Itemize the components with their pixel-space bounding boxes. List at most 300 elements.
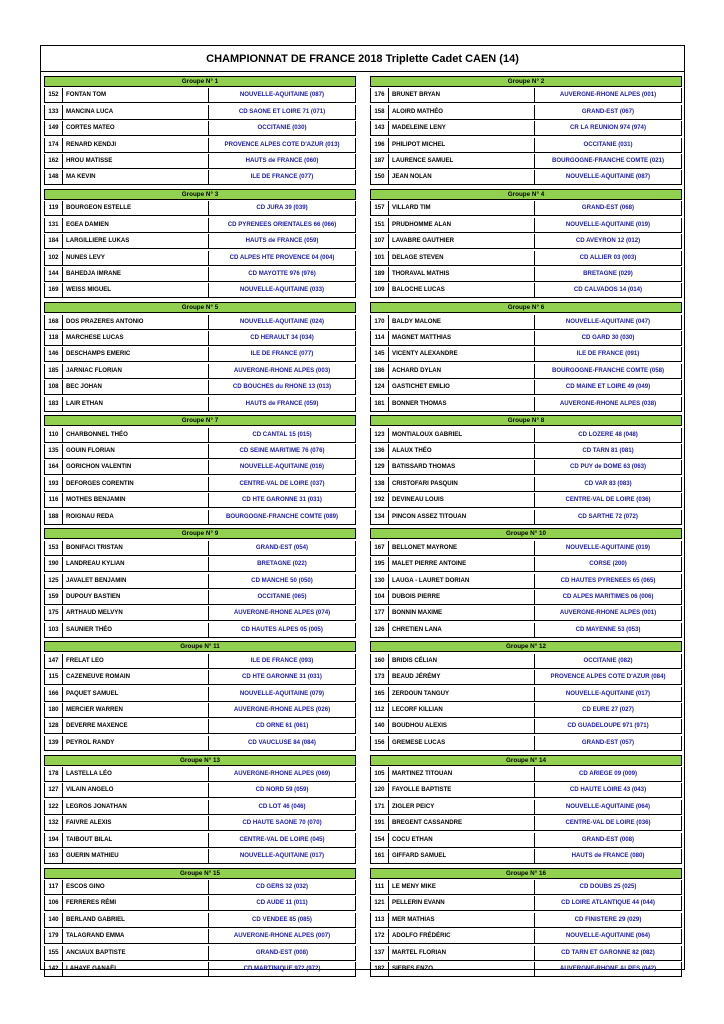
player-name: CORTES MATEO bbox=[63, 121, 209, 135]
player-row bbox=[370, 574, 682, 589]
player-team: CD HTE GARONNE 31 (031) bbox=[209, 493, 356, 507]
player-name: PELLERIN EVANN bbox=[389, 896, 535, 910]
player-team: AUVERGNE-RHONE ALPES (074) bbox=[209, 606, 356, 620]
player-team: NOUVELLE-AQUITAINE (016) bbox=[209, 460, 356, 474]
player-row bbox=[44, 251, 356, 266]
player-name: NUNES LEVY bbox=[63, 251, 209, 265]
player-team: CD FINISTERE 29 (029) bbox=[535, 913, 682, 927]
player-team: NOUVELLE-AQUITAINE (019) bbox=[535, 218, 682, 232]
group-table bbox=[370, 755, 682, 861]
player-team: GRAND-EST (008) bbox=[209, 946, 356, 960]
player-name: BEC JOHAN bbox=[63, 380, 209, 394]
player-team: CD BOUCHES du RHONE 13 (013) bbox=[209, 380, 356, 394]
player-team: CD VAR 83 (083) bbox=[535, 477, 682, 491]
player-name: LAHAYE GANAËL bbox=[63, 962, 209, 976]
player-row bbox=[370, 460, 682, 475]
player-name: RENARD KENDJI bbox=[63, 138, 209, 152]
player-number: 171 bbox=[370, 800, 389, 814]
player-number: 142 bbox=[44, 962, 63, 976]
player-number: 160 bbox=[370, 654, 389, 668]
player-row bbox=[370, 380, 682, 395]
player-name: DEVERRE MAXENCE bbox=[63, 719, 209, 733]
player-row bbox=[44, 88, 356, 103]
player-name: MONTIALOUX GABRIEL bbox=[389, 428, 535, 442]
player-team: CD DOUBS 25 (025) bbox=[535, 880, 682, 894]
player-name: FAIVRE ALEXIS bbox=[63, 816, 209, 830]
player-row bbox=[370, 687, 682, 702]
group-table bbox=[44, 641, 356, 747]
player-number: 138 bbox=[370, 477, 389, 491]
player-team: NOUVELLE-AQUITAINE (087) bbox=[209, 88, 356, 102]
group-header: Groupe N° 7 bbox=[44, 415, 356, 426]
player-team: OCCITANIE (065) bbox=[209, 590, 356, 604]
player-name: ARTHAUD MELVYN bbox=[63, 606, 209, 620]
player-team: CD ALPES MARITIMES 06 (006) bbox=[535, 590, 682, 604]
player-name: SAUNIER THÉO bbox=[63, 623, 209, 637]
player-row bbox=[44, 703, 356, 718]
player-row bbox=[44, 105, 356, 120]
player-number: 137 bbox=[370, 946, 389, 960]
player-team: CD MANCHE 50 (050) bbox=[209, 574, 356, 588]
group-table bbox=[44, 76, 356, 182]
player-name: BATISSARD THOMAS bbox=[389, 460, 535, 474]
group-header: Groupe N° 15 bbox=[44, 868, 356, 879]
player-row bbox=[370, 347, 682, 362]
player-number: 135 bbox=[44, 444, 63, 458]
player-row bbox=[44, 962, 356, 977]
player-row bbox=[44, 574, 356, 589]
player-row bbox=[44, 767, 356, 782]
player-row bbox=[44, 267, 356, 282]
group-table bbox=[370, 302, 682, 408]
player-number: 153 bbox=[44, 541, 63, 555]
player-name: BALOCHE LUCAS bbox=[389, 283, 535, 297]
player-team: CD PUY de DOME 63 (063) bbox=[535, 460, 682, 474]
player-name: FONTAN TOM bbox=[63, 88, 209, 102]
player-name: BAHEDJA IMRANE bbox=[63, 267, 209, 281]
player-number: 114 bbox=[370, 331, 389, 345]
player-team: CD JURA 39 (039) bbox=[209, 201, 356, 215]
player-team: BOURGOGNE-FRANCHE COMTE (058) bbox=[535, 364, 682, 378]
group-table bbox=[44, 415, 356, 521]
player-name: DUBOIS PIERRE bbox=[389, 590, 535, 604]
player-row bbox=[44, 946, 356, 961]
player-row bbox=[370, 201, 682, 216]
player-number: 124 bbox=[370, 380, 389, 394]
player-row bbox=[44, 833, 356, 848]
player-number: 182 bbox=[370, 962, 389, 976]
player-name: GUERIN MATHIEU bbox=[63, 849, 209, 863]
player-name: ALOIRD MATHÉO bbox=[389, 105, 535, 119]
player-team: GRAND-EST (008) bbox=[535, 833, 682, 847]
group-table bbox=[44, 755, 356, 861]
player-number: 121 bbox=[370, 896, 389, 910]
group-table bbox=[370, 868, 682, 974]
player-team: CD AVEYRON 12 (012) bbox=[535, 234, 682, 248]
player-name: LARGILLIERE LUKAS bbox=[63, 234, 209, 248]
player-name: PINCON ASSEZ TITOUAN bbox=[389, 510, 535, 524]
player-number: 109 bbox=[370, 283, 389, 297]
player-name: BREGENT CASSANDRE bbox=[389, 816, 535, 830]
player-name: LAURENCE SAMUEL bbox=[389, 154, 535, 168]
player-team: CD ORNE 61 (061) bbox=[209, 719, 356, 733]
player-name: GOUIN FLORIAN bbox=[63, 444, 209, 458]
group-header: Groupe N° 6 bbox=[370, 302, 682, 313]
player-number: 175 bbox=[44, 606, 63, 620]
player-team: AUVERGNE-RHONE ALPES (007) bbox=[209, 929, 356, 943]
player-number: 177 bbox=[370, 606, 389, 620]
player-name: DELAGE STEVEN bbox=[389, 251, 535, 265]
player-number: 151 bbox=[370, 218, 389, 232]
player-row bbox=[370, 251, 682, 266]
player-row bbox=[370, 557, 682, 572]
player-row bbox=[44, 364, 356, 379]
player-name: JAVALET BENJAMIN bbox=[63, 574, 209, 588]
player-team: CD ALLIER 03 (003) bbox=[535, 251, 682, 265]
player-number: 118 bbox=[44, 331, 63, 345]
player-team: HAUTS de FRANCE (059) bbox=[209, 397, 356, 411]
player-name: BRIDIS CÉLIAN bbox=[389, 654, 535, 668]
player-row bbox=[370, 783, 682, 798]
player-team: OCCITANIE (030) bbox=[209, 121, 356, 135]
player-row bbox=[370, 816, 682, 831]
player-number: 159 bbox=[44, 590, 63, 604]
player-row bbox=[370, 234, 682, 249]
player-team: AUVERGNE-RHONE ALPES (069) bbox=[209, 767, 356, 781]
player-row bbox=[44, 428, 356, 443]
player-team: CENTRE-VAL DE LOIRE (037) bbox=[209, 477, 356, 491]
player-team: CD ALPES HTE PROVENCE 04 (004) bbox=[209, 251, 356, 265]
player-number: 186 bbox=[370, 364, 389, 378]
player-team: OCCITANIE (031) bbox=[535, 138, 682, 152]
player-team: CD TARN 81 (081) bbox=[535, 444, 682, 458]
player-name: BALDY MALONE bbox=[389, 315, 535, 329]
player-number: 130 bbox=[370, 574, 389, 588]
player-number: 167 bbox=[370, 541, 389, 555]
player-number: 120 bbox=[370, 783, 389, 797]
player-team: AUVERGNE-RHONE ALPES (001) bbox=[535, 606, 682, 620]
player-number: 180 bbox=[44, 703, 63, 717]
player-number: 194 bbox=[44, 833, 63, 847]
group-row bbox=[44, 415, 682, 521]
player-team: CD LOZERE 48 (048) bbox=[535, 428, 682, 442]
player-row bbox=[370, 493, 682, 508]
group-row bbox=[44, 868, 682, 974]
player-number: 172 bbox=[370, 929, 389, 943]
player-row bbox=[44, 929, 356, 944]
player-number: 140 bbox=[44, 913, 63, 927]
player-name: GORICHON VALENTIN bbox=[63, 460, 209, 474]
player-number: 126 bbox=[370, 623, 389, 637]
player-row bbox=[44, 783, 356, 798]
player-row bbox=[370, 154, 682, 169]
player-team: CD HAUTES PYRENEES 65 (065) bbox=[535, 574, 682, 588]
player-number: 169 bbox=[44, 283, 63, 297]
player-team: CORSE (200) bbox=[535, 557, 682, 571]
document-sheet bbox=[40, 45, 685, 970]
player-team: ILE DE FRANCE (077) bbox=[209, 170, 356, 184]
player-number: 113 bbox=[370, 913, 389, 927]
player-row bbox=[44, 347, 356, 362]
player-team: CENTRE-VAL DE LOIRE (045) bbox=[209, 833, 356, 847]
group-header: Groupe N° 1 bbox=[44, 76, 356, 87]
player-team: HAUTS de FRANCE (060) bbox=[209, 154, 356, 168]
player-name: MARTINEZ TITOUAN bbox=[389, 767, 535, 781]
player-team: BOURGOGNE-FRANCHE COMTE (089) bbox=[209, 510, 356, 524]
player-name: GASTICHET EMILIO bbox=[389, 380, 535, 394]
player-name: MALET PIERRE ANTOINE bbox=[389, 557, 535, 571]
player-number: 165 bbox=[370, 687, 389, 701]
player-row bbox=[370, 105, 682, 120]
player-number: 140 bbox=[370, 719, 389, 733]
player-number: 155 bbox=[44, 946, 63, 960]
player-row bbox=[44, 687, 356, 702]
player-row bbox=[44, 896, 356, 911]
player-team: PROVENCE ALPES COTE D'AZUR (084) bbox=[535, 670, 682, 684]
player-name: JARNIAC FLORIAN bbox=[63, 364, 209, 378]
player-row bbox=[370, 283, 682, 298]
player-number: 102 bbox=[44, 251, 63, 265]
player-team: AUVERGNE-RHONE ALPES (026) bbox=[209, 703, 356, 717]
player-number: 112 bbox=[370, 703, 389, 717]
player-name: ANCIAUX BAPTISTE bbox=[63, 946, 209, 960]
player-number: 104 bbox=[370, 590, 389, 604]
player-row bbox=[44, 816, 356, 831]
player-team: GRAND-EST (067) bbox=[535, 105, 682, 119]
player-name: DEVINEAU LOUIS bbox=[389, 493, 535, 507]
player-name: ZIGLER PEICY bbox=[389, 800, 535, 814]
group-header: Groupe N° 10 bbox=[370, 528, 682, 539]
player-name: WEISS MIGUEL bbox=[63, 283, 209, 297]
player-team: CENTRE-VAL DE LOIRE (036) bbox=[535, 493, 682, 507]
player-team: OCCITANIE (082) bbox=[535, 654, 682, 668]
player-row bbox=[370, 913, 682, 928]
player-row bbox=[44, 557, 356, 572]
player-row bbox=[44, 510, 356, 525]
player-team: CD CANTAL 15 (015) bbox=[209, 428, 356, 442]
player-number: 196 bbox=[370, 138, 389, 152]
player-team: AUVERGNE-RHONE ALPES (042) bbox=[535, 962, 682, 976]
player-row bbox=[370, 670, 682, 685]
player-team: GRAND-EST (068) bbox=[535, 201, 682, 215]
player-number: 193 bbox=[44, 477, 63, 491]
player-row bbox=[370, 736, 682, 751]
player-row bbox=[370, 654, 682, 669]
player-team: HAUTS de FRANCE (059) bbox=[209, 234, 356, 248]
group-row bbox=[44, 755, 682, 861]
player-number: 158 bbox=[370, 105, 389, 119]
player-number: 157 bbox=[370, 201, 389, 215]
player-row bbox=[44, 477, 356, 492]
player-row bbox=[370, 719, 682, 734]
group-header: Groupe N° 9 bbox=[44, 528, 356, 539]
player-number: 190 bbox=[44, 557, 63, 571]
player-team: CD HAUTE LOIRE 43 (043) bbox=[535, 783, 682, 797]
player-name: JEAN NOLAN bbox=[389, 170, 535, 184]
player-team: NOUVELLE-AQUITAINE (017) bbox=[209, 849, 356, 863]
group-row bbox=[44, 528, 682, 634]
player-number: 106 bbox=[44, 896, 63, 910]
group-header: Groupe N° 5 bbox=[44, 302, 356, 313]
player-number: 139 bbox=[44, 736, 63, 750]
player-row bbox=[44, 606, 356, 621]
player-name: BEAUD JÉRÉMY bbox=[389, 670, 535, 684]
player-name: VILAIN ANGELO bbox=[63, 783, 209, 797]
group-header: Groupe N° 13 bbox=[44, 755, 356, 766]
player-team: GRAND-EST (054) bbox=[209, 541, 356, 555]
player-team: CD VENDEE 85 (085) bbox=[209, 913, 356, 927]
player-team: BRETAGNE (022) bbox=[209, 557, 356, 571]
player-name: BONNIN MAXIME bbox=[389, 606, 535, 620]
group-table bbox=[44, 302, 356, 408]
player-number: 103 bbox=[44, 623, 63, 637]
player-team: BRETAGNE (029) bbox=[535, 267, 682, 281]
player-number: 176 bbox=[370, 88, 389, 102]
player-row bbox=[370, 267, 682, 282]
player-number: 125 bbox=[44, 574, 63, 588]
player-number: 147 bbox=[44, 654, 63, 668]
player-team: CD NORD 59 (059) bbox=[209, 783, 356, 797]
player-team: CD MARTINIQUE 972 (972) bbox=[209, 962, 356, 976]
group-header: Groupe N° 11 bbox=[44, 641, 356, 652]
groups-container bbox=[44, 76, 682, 981]
player-number: 156 bbox=[370, 736, 389, 750]
player-name: MA KEVIN bbox=[63, 170, 209, 184]
player-row bbox=[44, 283, 356, 298]
player-team: CD HAUTES ALPES 05 (005) bbox=[209, 623, 356, 637]
player-row bbox=[44, 397, 356, 412]
player-number: 105 bbox=[370, 767, 389, 781]
player-team: CD CALVADOS 14 (014) bbox=[535, 283, 682, 297]
player-name: CHARBONNEL THÉO bbox=[63, 428, 209, 442]
player-name: MOTHES BENJAMIN bbox=[63, 493, 209, 507]
player-number: 143 bbox=[370, 121, 389, 135]
group-row bbox=[44, 76, 682, 182]
player-row bbox=[44, 460, 356, 475]
player-name: VILLARD TIM bbox=[389, 201, 535, 215]
player-row bbox=[370, 623, 682, 638]
player-name: MARTEL FLORIAN bbox=[389, 946, 535, 960]
player-number: 166 bbox=[44, 687, 63, 701]
player-team: GRAND-EST (057) bbox=[535, 736, 682, 750]
player-row bbox=[370, 170, 682, 185]
player-team: CENTRE-VAL DE LOIRE (036) bbox=[535, 816, 682, 830]
player-row bbox=[370, 541, 682, 556]
player-name: BONIFACI TRISTAN bbox=[63, 541, 209, 555]
player-row bbox=[44, 800, 356, 815]
group-table bbox=[370, 189, 682, 295]
player-row bbox=[370, 510, 682, 525]
player-team: NOUVELLE-AQUITAINE (064) bbox=[535, 800, 682, 814]
player-team: CD GUADELOUPE 971 (971) bbox=[535, 719, 682, 733]
player-name: COCU ETHAN bbox=[389, 833, 535, 847]
player-team: CD MAINE ET LOIRE 49 (049) bbox=[535, 380, 682, 394]
player-row bbox=[370, 767, 682, 782]
player-name: BERLAND GABRIEL bbox=[63, 913, 209, 927]
player-team: CD MAYOTTE 976 (976) bbox=[209, 267, 356, 281]
player-number: 123 bbox=[370, 428, 389, 442]
player-name: PEYROL RANDY bbox=[63, 736, 209, 750]
player-team: NOUVELLE-AQUITAINE (024) bbox=[209, 315, 356, 329]
player-name: SIEBES ENZO bbox=[389, 962, 535, 976]
player-name: GREMESE LUCAS bbox=[389, 736, 535, 750]
player-row bbox=[44, 138, 356, 153]
player-number: 115 bbox=[44, 670, 63, 684]
player-team: CD HERAULT 34 (034) bbox=[209, 331, 356, 345]
player-row bbox=[44, 331, 356, 346]
group-table bbox=[370, 641, 682, 747]
player-row bbox=[44, 380, 356, 395]
player-name: LAUGA - LAURET DORIAN bbox=[389, 574, 535, 588]
player-team: CD TARN ET GARONNE 82 (082) bbox=[535, 946, 682, 960]
player-team: NOUVELLE-AQUITAINE (079) bbox=[209, 687, 356, 701]
page-title: CHAMPIONNAT DE FRANCE 2018 Triplette Cadet CAEN (14) bbox=[41, 46, 684, 72]
group-header: Groupe N° 12 bbox=[370, 641, 682, 652]
player-number: 187 bbox=[370, 154, 389, 168]
player-name: BOURGEON ESTELLE bbox=[63, 201, 209, 215]
group-table bbox=[44, 868, 356, 974]
player-name: PAQUET SAMUEL bbox=[63, 687, 209, 701]
player-number: 134 bbox=[370, 510, 389, 524]
player-name: THORAVAL MATHIS bbox=[389, 267, 535, 281]
player-number: 101 bbox=[370, 251, 389, 265]
player-row bbox=[370, 138, 682, 153]
player-team: CD MAYENNE 53 (053) bbox=[535, 623, 682, 637]
player-name: DESCHAMPS EMERIC bbox=[63, 347, 209, 361]
player-number: 162 bbox=[44, 154, 63, 168]
player-row bbox=[370, 364, 682, 379]
player-name: MAGNET MATTHIAS bbox=[389, 331, 535, 345]
player-team: CD PYRENEES ORIENTALES 66 (066) bbox=[209, 218, 356, 232]
player-name: FAYOLLE BAPTISTE bbox=[389, 783, 535, 797]
player-name: HROU MATISSE bbox=[63, 154, 209, 168]
player-team: CD SARTHE 72 (072) bbox=[535, 510, 682, 524]
player-team: CD LOIRE ATLANTIQUE 44 (044) bbox=[535, 896, 682, 910]
player-row bbox=[370, 444, 682, 459]
group-header: Groupe N° 16 bbox=[370, 868, 682, 879]
player-name: LAVABRE GAUTHIER bbox=[389, 234, 535, 248]
player-name: CHRETIEN LANA bbox=[389, 623, 535, 637]
player-team: NOUVELLE-AQUITAINE (033) bbox=[209, 283, 356, 297]
player-name: VICENTY ALEXANDRE bbox=[389, 347, 535, 361]
player-number: 189 bbox=[370, 267, 389, 281]
player-team: HAUTS de FRANCE (080) bbox=[535, 849, 682, 863]
player-name: ZERDOUN TANGUY bbox=[389, 687, 535, 701]
player-row bbox=[44, 218, 356, 233]
player-team: PROVENCE ALPES COTE D'AZUR (013) bbox=[209, 138, 356, 152]
group-row bbox=[44, 302, 682, 408]
player-name: MERCIER WARREN bbox=[63, 703, 209, 717]
player-team: CD LOT 46 (046) bbox=[209, 800, 356, 814]
player-number: 150 bbox=[370, 170, 389, 184]
player-name: TALAGRAND EMMA bbox=[63, 929, 209, 943]
group-table bbox=[370, 528, 682, 634]
player-name: FERRERES RÉMI bbox=[63, 896, 209, 910]
player-row bbox=[44, 654, 356, 669]
player-number: 178 bbox=[44, 767, 63, 781]
player-number: 108 bbox=[44, 380, 63, 394]
player-team: ILE DE FRANCE (091) bbox=[535, 347, 682, 361]
player-number: 184 bbox=[44, 234, 63, 248]
player-number: 181 bbox=[370, 397, 389, 411]
player-name: CRISTOFARI PASQUIN bbox=[389, 477, 535, 491]
player-number: 148 bbox=[44, 170, 63, 184]
player-number: 144 bbox=[44, 267, 63, 281]
player-number: 131 bbox=[44, 218, 63, 232]
player-name: BONNER THOMAS bbox=[389, 397, 535, 411]
player-team: NOUVELLE-AQUITAINE (017) bbox=[535, 687, 682, 701]
player-name: DUPOUY BASTIEN bbox=[63, 590, 209, 604]
